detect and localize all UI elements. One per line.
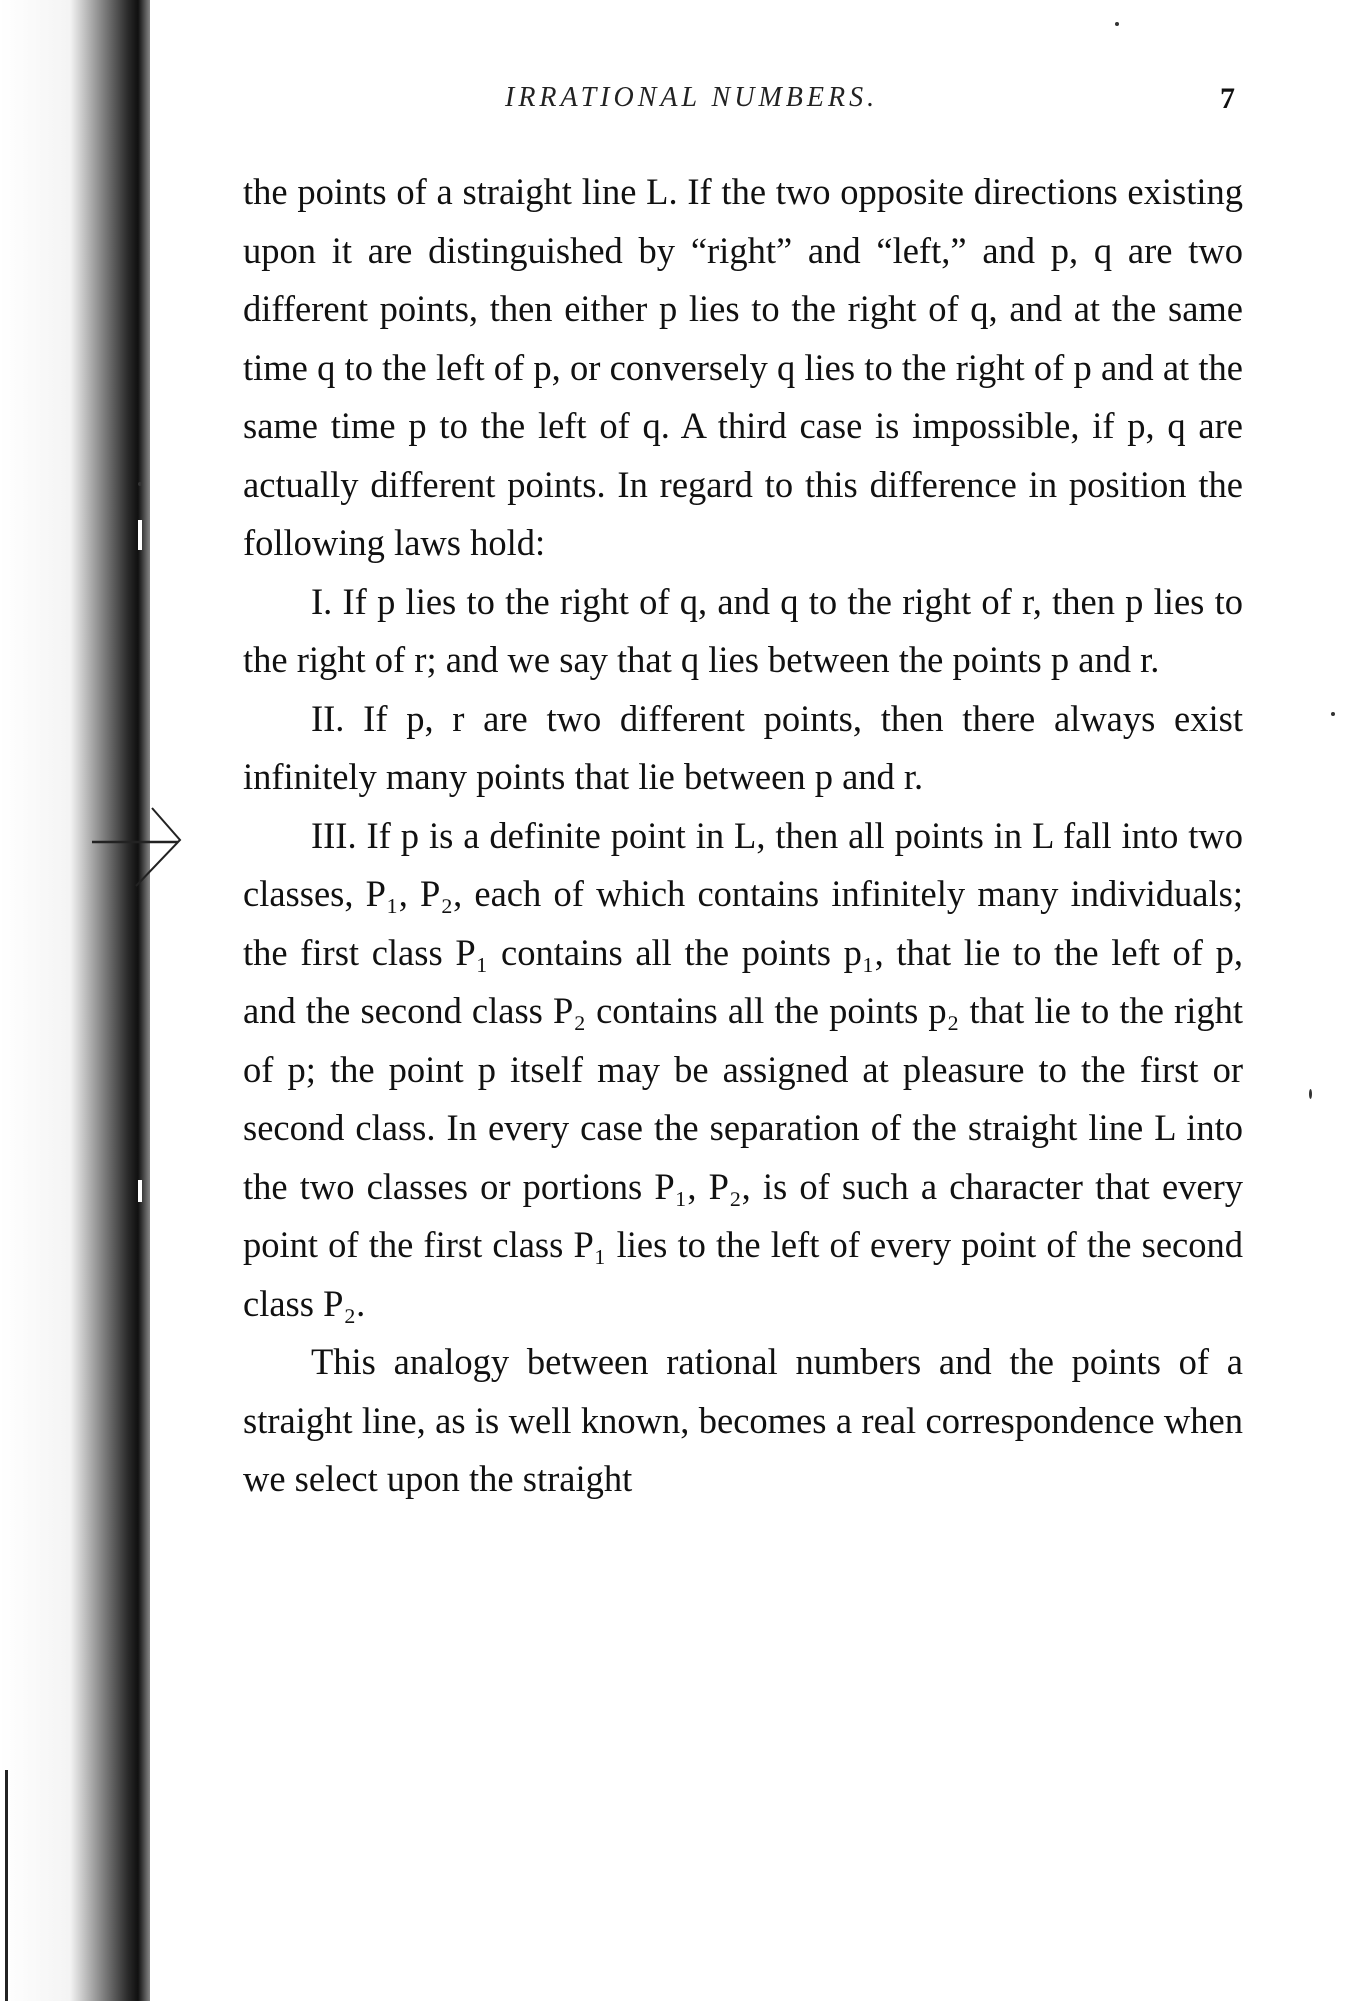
scanned-binding-shadow — [0, 0, 150, 2001]
paragraph-analogy: This analogy between rational numbers and the points of a straight line, as is well known, becomes a real correspondence when we select upon the straight — [243, 1341, 1243, 1499]
binding-speck — [138, 520, 142, 550]
running-head: IRRATIONAL NUMBERS. — [505, 82, 879, 113]
scan-speck — [1309, 1089, 1312, 1099]
law-three: III. If p is a definite point in L, then all points in L fall into two classes, P₁, P₂, each of which contains infinitely many individuals; the first class P₁ contains all the points p₁, that lie to the left of p, and the second class P₂ contains all the points p₂ that lie to the right of p; the point p itself may be assigned at pleasure to the first or second class. In every case the separation of the straight line L into the two classes or portions P₁, P₂, is of such a character that every point of the first class P₁ lies to the left of every point of the second class P₂. — [243, 814, 1243, 1324]
page-number: 7 — [1220, 82, 1235, 115]
margin-arrow-mark — [88, 800, 208, 890]
page-header — [0, 82, 1357, 122]
scan-speck — [1331, 712, 1335, 716]
scan-speck — [1115, 22, 1119, 26]
paragraph-intro: the points of a straight line L. If the two opposite directions existing upon it are distinguished by “right” and “left,” and p, q are two different points, then either p lies to the right of q, and at the same time q to the left of p, or conversely q lies to the right of p and at the same time p to the left of q. A third case is impossible, if p, q are actually different points. In regard to this difference in position the following laws hold: — [243, 171, 1243, 563]
margin-rule — [5, 1770, 8, 2001]
scan-speck — [138, 482, 142, 486]
law-one: I. If p lies to the right of q, and q to the right of r, then p lies to the right of r; and we say that q lies between the points p and r. — [243, 580, 1243, 680]
body-text — [243, 163, 1243, 1509]
binding-speck — [138, 1180, 142, 1202]
law-two: II. If p, r are two different points, then there always exist infinitely many points that lie between p and r. — [243, 697, 1243, 797]
